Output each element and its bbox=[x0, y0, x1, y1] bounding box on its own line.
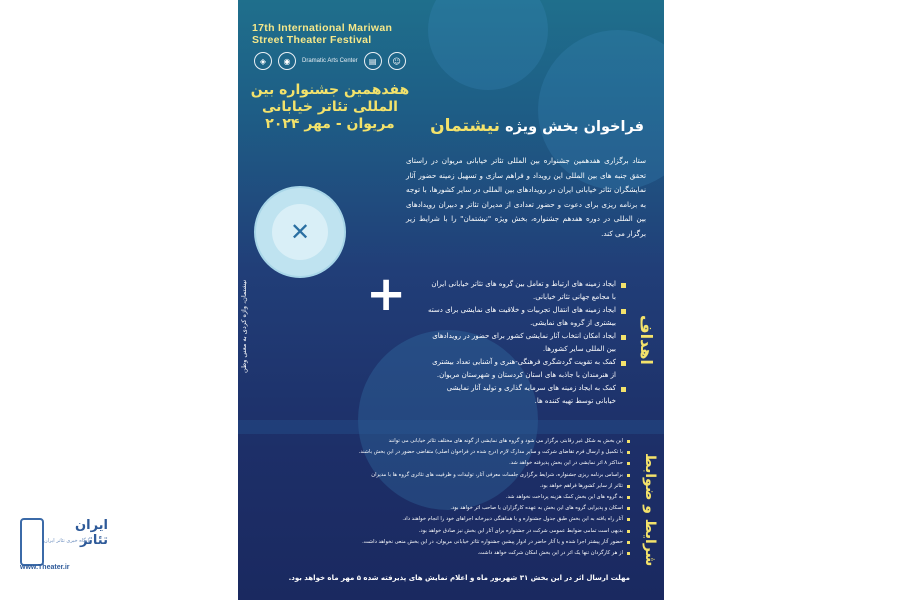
rules-list bbox=[320, 436, 630, 559]
rule-item: اسکان و پذیرایی گروه های این بخش به عهده کارگزاران یا صاحب اثر خواهد بود. bbox=[320, 503, 630, 514]
sponsor-logos bbox=[254, 52, 406, 70]
call-heading-highlight: نیشتمان bbox=[430, 116, 501, 136]
plus-icon: + bbox=[366, 266, 407, 322]
goal-item: کمک به ایجاد زمینه های سرمایه گذاری و تولید آثار نمایشی خیابانی توسط تهیه کننده ها. bbox=[426, 382, 626, 408]
festival-title-en bbox=[252, 22, 392, 46]
goal-item: کمک به تقویت گردشگری فرهنگی-هنری و آشنایی تعداد بیشتری از هنرمندان با جاذبه های استان کردستان و شهرستان مریوان. bbox=[426, 356, 626, 382]
rule-item: به گروه های این بخش کمک هزینه پرداخت نخواهد شد. bbox=[320, 492, 630, 503]
site-name: ایران تئاتر bbox=[75, 518, 108, 548]
rule-item: با تکمیل و ارسال فرم تقاضای شرکت و سایر مدارک لازم (درج شده در فراخوان اصلی) متقاضی حضور در این بخش باشند. bbox=[320, 447, 630, 458]
figure-icon: ✕ bbox=[272, 204, 328, 260]
rule-item: آثار راه یافته به این بخش طبق جدول جشنواره و با هماهنگی دبیرخانه اجراهای خود را انجام خواهند داد. bbox=[320, 514, 630, 525]
rule-item: بدیهی است تمامی ضوابط عمومی شرکت در جشنواره برای آثار این بخش نیز صادق خواهد بود. bbox=[320, 526, 630, 537]
dramatic-arts-center-logo: Dramatic Arts Center bbox=[302, 57, 358, 64]
organization-icon: ◉ bbox=[278, 52, 296, 70]
festival-title-en-line1: 17th International Mariwan bbox=[252, 22, 393, 34]
site-url[interactable]: www.Theater.ir bbox=[20, 564, 70, 571]
rules-label: شرایط و ضوابط bbox=[642, 453, 658, 567]
call-heading-text: فراخوان بخش ویژه bbox=[505, 119, 644, 135]
festival-title-en-line2: Street Theater Festival bbox=[252, 34, 372, 46]
rule-item: حداکثر ۸ اثر نمایشی در این بخش پذیرفته خواهد شد. bbox=[320, 458, 630, 469]
goals-label: اهداف bbox=[637, 315, 656, 365]
festival-emblem bbox=[254, 186, 346, 278]
rule-item: تئاتر از سایر کشورها فراهم خواهد بود. bbox=[320, 481, 630, 492]
goals-list bbox=[426, 278, 626, 408]
rule-item: از هر کارگردان تنها یک اثر در این بخش امکان شرکت خواهد داشت. bbox=[320, 548, 630, 559]
call-heading bbox=[430, 116, 644, 136]
goal-item: ایجاد زمینه های انتقال تجربیات و خلاقیت های نمایشی برای دسته بیشتری از گروه های نمایشی. bbox=[426, 304, 626, 330]
festival-poster bbox=[238, 0, 664, 600]
intro-paragraph: ستاد برگزاری هفدهمین جشنواره بین المللی تئاتر خیابانی مریوان در راستای تحقق جنبه های بین المللی این رویداد و فراهم سازی و تسهیل زمینه حضور آثار نمایشگران تئاتر خیابانی ایران در رویدادهای بین المللی در سایر کشورها، با توجه به برنامه ریزی برای دعوت و حضور تعدادی از مدیران تئاتر و دبیران رویدادهای بین المللی در دوره هفدهم جشنواره، بخش ویژه "نیشتمان" را با شرایط زیر برگزار می کند. bbox=[406, 156, 646, 238]
goal-item: ایجاد امکان انتخاب آثار نمایشی کشور برای حضور در رویدادهای بین المللی سایر کشورها. bbox=[426, 330, 626, 356]
rule-item: حضور آثار پیشتر اجرا شده و یا آثار حاضر در ادوار پیشین جشنواره تئاتر خیابانی مریوان، در این بخش منعی نخواهد داشت. bbox=[320, 537, 630, 548]
nishtman-definition: نیشتمان، واژه کردی به معنی وطن bbox=[240, 280, 248, 374]
deadline-text: مهلت ارسال اثر در این بخش ۳۱ شهریور ماه و اعلام نمایش های پذیرفته شده ۵ مهر ماه خواهد بود. bbox=[288, 574, 630, 582]
masks-icon: ☺ bbox=[388, 52, 406, 70]
festival-title-fa: هفدهمین جشنواره بین المللی تئاتر خیابانی مریوان - مهر ۲۰۲۴ bbox=[250, 82, 410, 132]
goal-item: ایجاد زمینه های ارتباط و تعامل بین گروه های تئاتر خیابانی ایران با مجامع جهانی تئاتر خیابانی. bbox=[426, 278, 626, 304]
decor-circle bbox=[428, 0, 548, 90]
theater-logo-icon bbox=[20, 518, 44, 566]
decor-band bbox=[238, 420, 664, 434]
rule-item: این بخش به شکل غیر رقابتی برگزار می شود و گروه های نمایشی از گونه های مختلف تئاتر خیابانی می توانند bbox=[320, 436, 630, 447]
book-icon: ▤ bbox=[364, 52, 382, 70]
emblem-icon: ◈ bbox=[254, 52, 272, 70]
iran-theater-logo[interactable] bbox=[20, 512, 108, 580]
site-subtitle: پایگاه خبری تئاتر ایران bbox=[44, 538, 91, 544]
rule-item: براساس برنامه ریزی جشنواره، شرایط برگزاری جلسات معرفی آثار، تولیدات و ظرفیت های تئاتری گروه ها با مدیران bbox=[320, 470, 630, 481]
